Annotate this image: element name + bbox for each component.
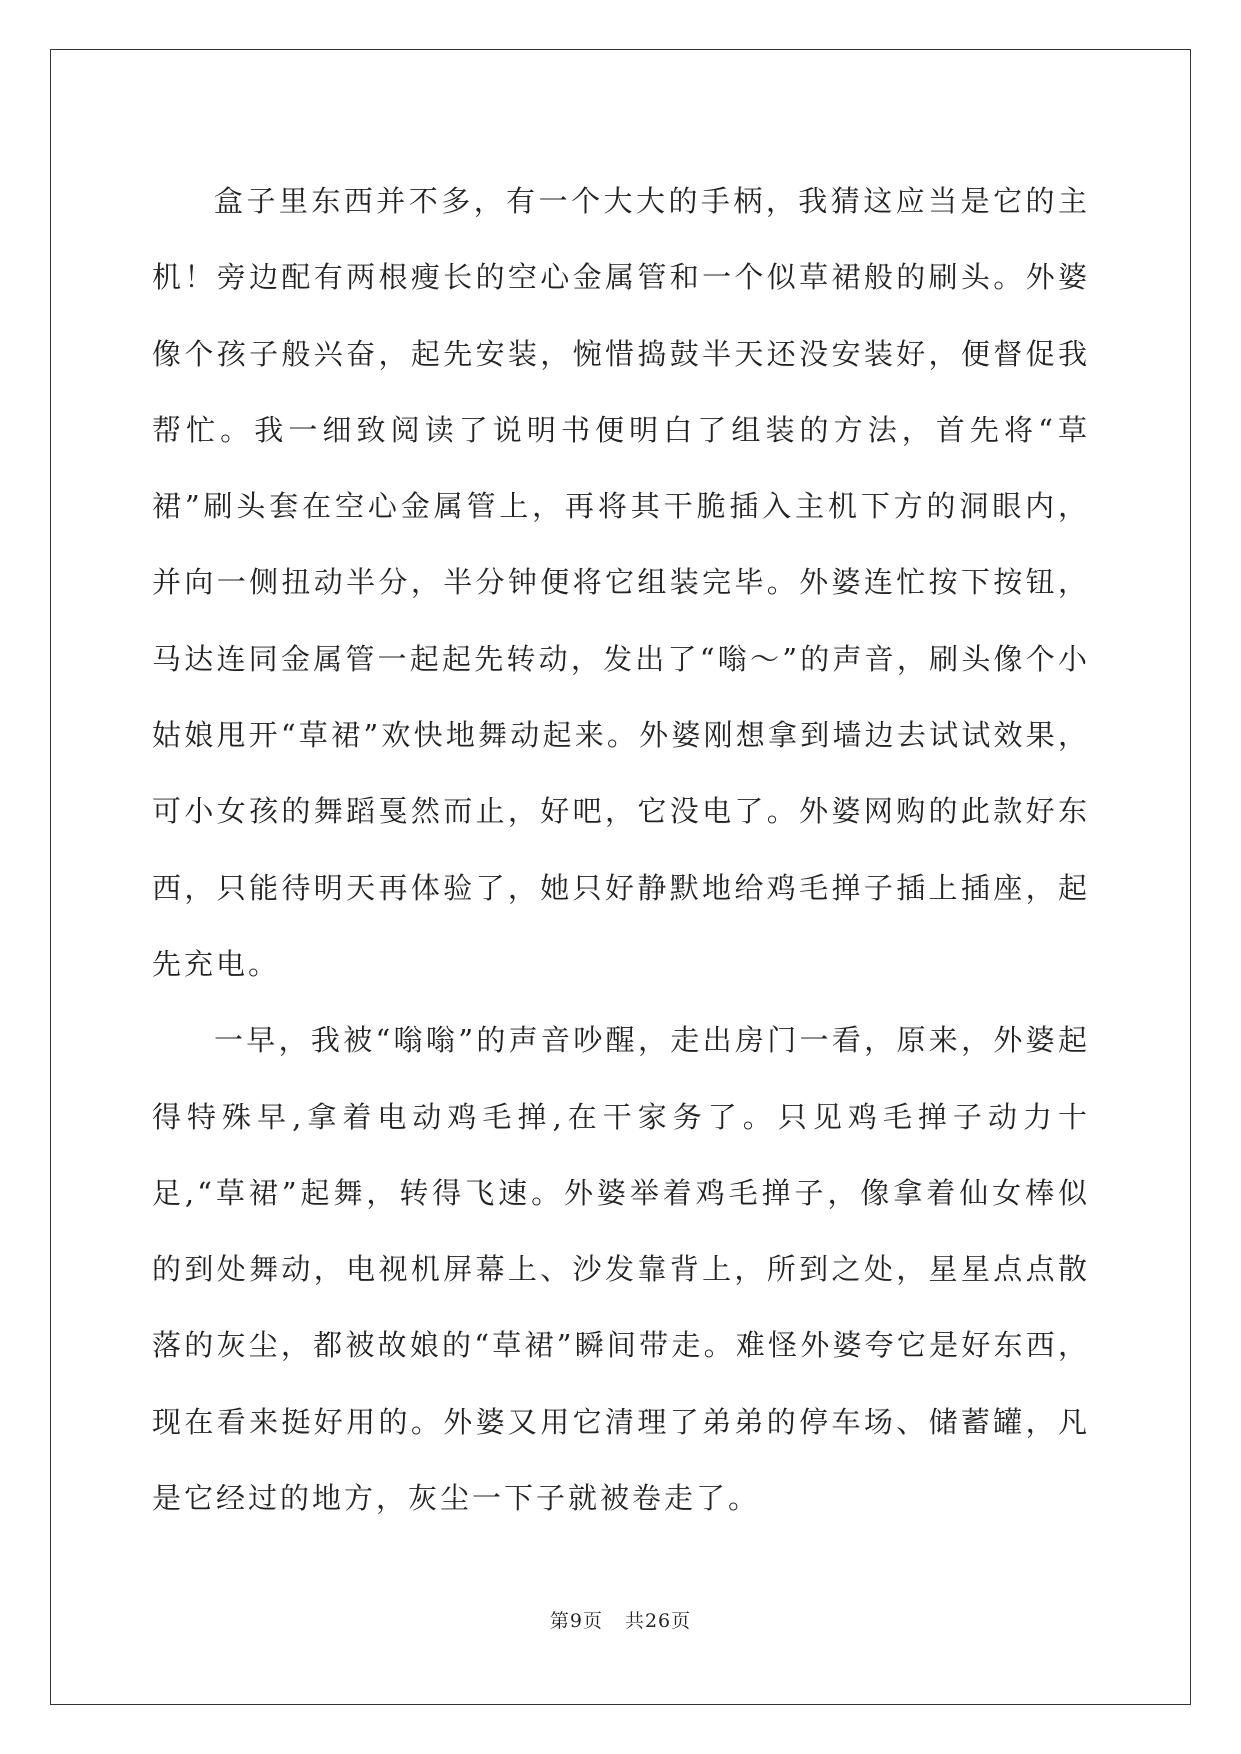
page-footer: [0, 1606, 1241, 1633]
page-total: 共26页: [624, 1610, 692, 1632]
paragraph-1: 盒子里东西并不多，有一个大大的手柄，我猜这应当是它的主机！旁边配有两根瘦长的空心金属管和一个似草裙般的刷头。外婆像个孩子般兴奋，起先安装，惋惜捣鼓半天还没安装好，便督促我帮忙。我一细致阅读了说明书便明白了组装的方法，首先将“草裙”刷头套在空心金属管上，再将其干脆插入主机下方的洞眼内，并向一侧扭动半分，半分钟便将它组装完毕。外婆连忙按下按钮，马达连同金属管一起起先转动，发出了“嗡～”的声音，刷头像个小姑娘甩开“草裙”欢快地舞动起来。外婆刚想拿到墙边去试试效果，可小女孩的舞蹈戛然而止，好吧，它没电了。外婆网购的此款好东西，只能待明天再体验了，她只好静默地给鸡毛掸子插上插座，起先充电。: [152, 184, 1090, 981]
body-text: [152, 163, 1090, 1536]
paragraph-2: 一早，我被“嗡嗡”的声音吵醒，走出房门一看，原来，外婆起得特殊早,拿着电动鸡毛掸,在干家务了。只见鸡毛掸子动力十足,“草裙”起舞，转得飞速。外婆举着鸡毛掸子，像拿着仙女棒似的到处舞动，电视机屏幕上、沙发靠背上，所到之处，星星点点散落的灰尘，都被故娘的“草裙”瞬间带走。难怪外婆夸它是好东西，现在看来挺好用的。外婆又用它清理了弟弟的停车场、储蓄罐，凡是它经过的地方，灰尘一下子就被卷走了。: [152, 1023, 1090, 1516]
page-number: 第9页: [549, 1610, 603, 1632]
